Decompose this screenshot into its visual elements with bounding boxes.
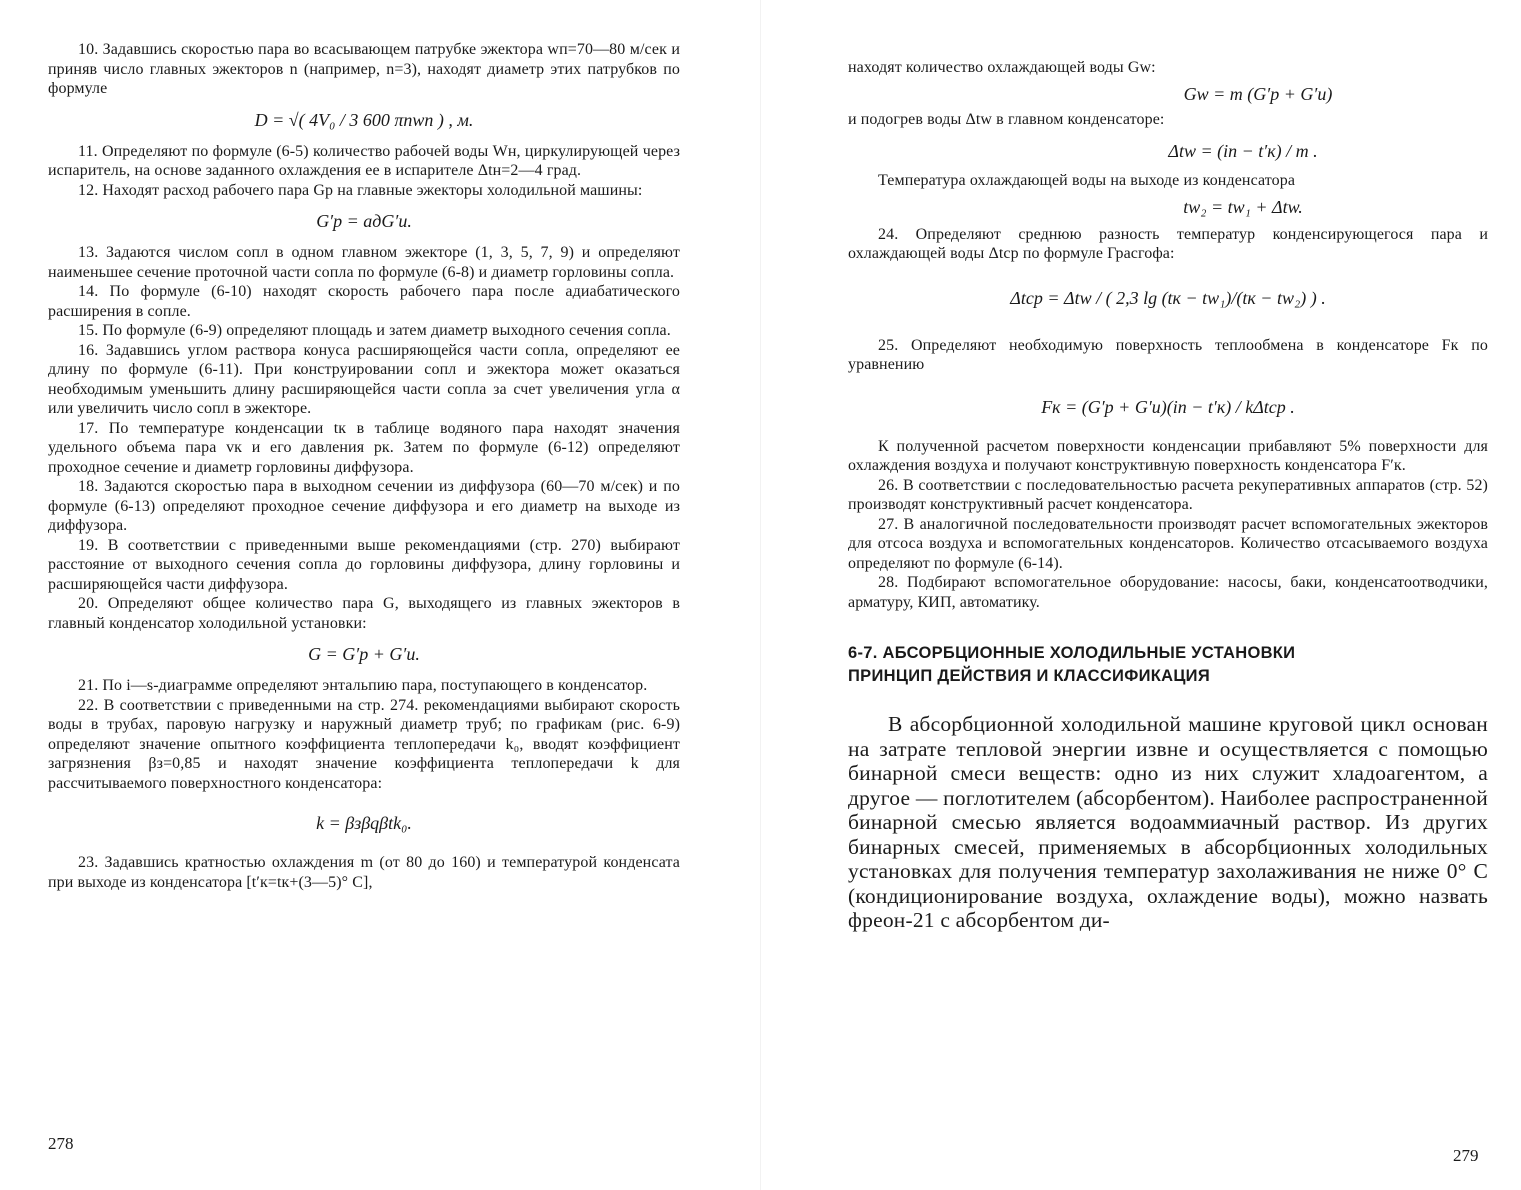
item-28: 28. Подбирают вспомогательное оборудование: насосы, баки, конденсатоотводчики, арматуру, КИП, автоматику.: [848, 574, 1488, 611]
left-page: [0, 0, 760, 1190]
left-page-text-column: [48, 40, 680, 892]
item-23: 23. Задавшись кратностью охлаждения m (от 80 до 160) и температурой конденсата при выходе из конденсатора [t′к=tк+(3—5)° С],: [48, 854, 680, 891]
item-13: 13. Задаются числом сопл в одном главном эжекторе (1, 3, 5, 7, 9) и определяют наименьшее сечение проточной части сопла по формуле (6-8) и диаметр горловины сопла.: [48, 244, 680, 281]
item-20: 20. Определяют общее количество пара G, выходящего из главных эжекторов в главный конденсатор холодильной установки:: [48, 595, 680, 632]
outlet-temperature-text: Температура охлаждающей воды на выходе из конденсатора: [878, 172, 1296, 189]
right-page-text-column: [848, 58, 1488, 933]
formula-heat-transfer: k = βзβqβtk₀.: [316, 813, 412, 833]
item-12: 12. Находят расход рабочего пара Gр на главные эжекторы холодильной машины:: [78, 181, 643, 199]
section-heading-line-1: 6-7. АБСОРБЦИОННЫЕ ХОЛОДИЛЬНЫЕ УСТАНОВКИ: [848, 644, 1296, 662]
water-heating-text: и подогрев воды Δtw в главном конденсаторе:: [848, 110, 1165, 128]
item-26: 26. В соответствии с последовательностью расчета рекуперативных аппаратов (стр. 52) производят конструктивный расчет конденсатора.: [848, 476, 1488, 513]
formula-steam-flow: G′р = aдG′и.: [316, 211, 412, 231]
formula-outlet-temperature: tw₂ = tw₁ + Δtw.: [1183, 196, 1303, 217]
cooling-water-text: находят количество охлаждающей воды Gw:: [848, 59, 1156, 76]
item-24: 24. Определяют среднюю разность температур конденсирующегося пара и охлаждающей воды Δtср по формуле Грасгофа:: [848, 225, 1488, 262]
item-10: 10. Задавшись скоростью пара во всасывающем патрубке эжектора wп=70—80 м/сек и приняв число главных эжекторов n (например, n=3), находят диаметр этих патрубков по формуле: [48, 41, 680, 97]
formula-heat-exchange-surface: Fк = (G′р + G′и)(iп − t′к) / kΔtср .: [1041, 396, 1295, 417]
item-27: 27. В аналогичной последовательности производят расчет вспомогательных эжекторов для отсоса воздуха и вспомогательных конденсаторов. Количество отсасываемого воздуха определяют по формуле (6-14).: [848, 515, 1488, 572]
item-19: 19. В соответствии с приведенными выше рекомендациями (стр. 270) выбирают расстояние от выходного сечения сопла до горловины диффузора, длину горловины и расширяющейся части диффузора.: [48, 536, 680, 593]
surface-allowance-text: К полученной расчетом поверхности конденсации прибавляют 5% поверхности для охлаждения воздуха и получают конструктивную поверхность конденсатора F′к.: [848, 437, 1488, 474]
item-22: 22. В соответствии с приведенными на стр. 274. рекомендациями выбирают скорость воды в трубах, паровую нагрузку и наружный диаметр труб; по графикам (рис. 6-9) определяют значение опытного коэффициента теплопередачи k₀, вводят коэффициент загрязнения βз=0,85 и находят значение коэффициента теплопередачи k для рассчитываемого поверхностного конденсатора:: [48, 696, 680, 792]
right-page: [760, 0, 1521, 1190]
section-body-text: В абсорбционной холодильной машине круговой цикл основан на затрате тепловой энергии извне и осуществляется с помощью бинарной смеси веществ: одно из них служит хладоагентом, а другое — поглотителем (абсорбентом). Наиболее распространенной бинарной смесью является водоаммиачный раствор. Из других бинарных смесей, применяемых в абсорбционных холодильных установках для получения температур захолаживания не ниже 0° С (кондиционирование воздуха, охлаждение воды), можно назвать фреон-21 с абсорбентом ди-: [848, 712, 1488, 932]
item-15: 15. По формуле (6-9) определяют площадь и затем диаметр выходного сечения сопла.: [78, 322, 671, 339]
item-11: 11. Определяют по формуле (6-5) количество рабочей воды Wн, циркулирующей через испаритель, на основе заданного охлаждения ее в испарителе Δtн=2—4 град.: [48, 142, 680, 179]
page-number-right: 279: [1453, 1146, 1479, 1165]
formula-diameter: D = √( 4V₀ / 3 600 πnwп ) , м.: [254, 109, 474, 130]
formula-water-heating: Δtw = (iп − t′к) / m .: [1168, 141, 1318, 161]
item-14: 14. По формуле (6-10) находят скорость рабочего пара после адиабатического расширения в сопле.: [48, 283, 680, 320]
item-18: 18. Задаются скоростью пара в выходном сечении из диффузора (60—70 м/сек) и по формуле (6-13) определяют проходное сечение диффузора и его диаметр на выходе из диффузора.: [48, 478, 680, 534]
formula-cooling-water: Gw = m (G′р + G′и): [1183, 83, 1333, 104]
formula-total-steam: G = G′р + G′и.: [308, 644, 420, 664]
item-17: 17. По температуре конденсации tк в таблице водяного пара находят значения удельного объема пара vк и его давления pк. Затем по формуле (6-12) определяют проходное сечение и диаметр горловины диффузора.: [48, 419, 680, 476]
section-heading-line-2: ПРИНЦИП ДЕЙСТВИЯ И КЛАССИФИКАЦИЯ: [848, 667, 1211, 685]
item-25: 25. Определяют необходимую поверхность теплообмена в конденсаторе Fк по уравнению: [848, 336, 1488, 373]
item-16: 16. Задавшись углом раствора конуса расширяющейся части сопла, определяют ее длину по формуле (6-11). При конструировании сопл и эжектора может оказаться необходимым уменьшить длину расширяющейся части сопла за счет увеличения угла α или увеличить число сопл в эжекторе.: [48, 341, 680, 417]
section-heading: [848, 642, 1488, 688]
formula-mean-temperature-difference: Δtср = Δtw / ( 2,3 lg (tк − tw₁)/(tк − tw₂) ) .: [1010, 287, 1326, 308]
item-21: 21. По i—s-диаграмме определяют энтальпию пара, поступающего в конденсатор.: [78, 677, 648, 694]
page-number-left: 278: [48, 1134, 74, 1153]
